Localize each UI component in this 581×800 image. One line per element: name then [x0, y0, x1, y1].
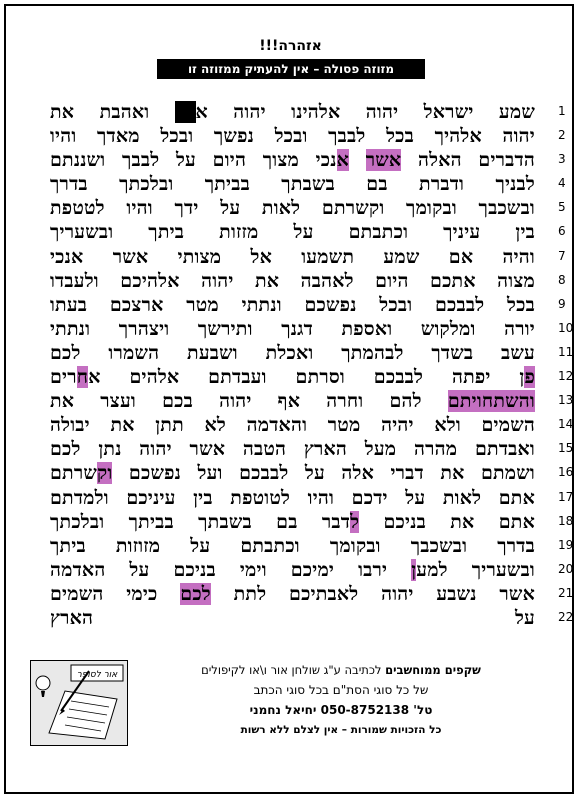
line-number: 9 [558, 296, 566, 311]
line-text [50, 486, 535, 510]
text-segment: בכל לבבכם ובכל נפשכם ונתתי מטר ארצכם בעתו [50, 293, 535, 316]
line-text [50, 510, 535, 534]
text-line [50, 461, 574, 485]
text-line [50, 317, 574, 341]
logo-text: אור לסופר [76, 670, 118, 680]
line-number: 5 [558, 200, 566, 215]
line-text [50, 100, 535, 124]
line-number: 16 [558, 465, 574, 480]
text-segment: נכי מצוך היום על לבבך ושננתם [50, 149, 337, 172]
text-segment: ובשכבך ובקומך וקשרתם לאות על ידך והיו לטטפת [50, 197, 535, 220]
line-number: 6 [558, 224, 566, 239]
line-text [50, 341, 535, 365]
line-text [50, 534, 535, 558]
text-line [50, 245, 566, 269]
text-segment: בדרך ובשכבך ובקומך וכתבתם על מזוזות ביתך [50, 534, 535, 557]
text-segment: ואהבת את [50, 101, 175, 123]
text-segment: אתם לאות על ידכם והיו לטוטפת בין עיניכם ולמדתם [50, 486, 535, 509]
line-number: 10 [558, 320, 574, 335]
footer-rights: כל הזכויות שמורות – אין לצלם ללא רשות [240, 724, 442, 736]
footer-line2: של כל סוגי הסת"ם בכל סוגי הכתב [253, 683, 429, 697]
line-text [50, 293, 535, 317]
line-number: 15 [558, 441, 574, 456]
line-text [50, 365, 535, 389]
text-line [50, 558, 574, 582]
footer-line1: לכתיבה ע"ג שולחן אור ו\או לקיפולים [201, 663, 386, 677]
line-number: 17 [558, 489, 574, 504]
text-segment [349, 149, 366, 171]
line-number: 22 [558, 609, 574, 624]
text-segment: כימי השמים [50, 582, 181, 605]
line-text [50, 269, 535, 293]
text-segment: ואבדתם מהרה מעל הארץ הטבה אשר יהוה נתן לכם [50, 438, 535, 461]
text-line [50, 341, 574, 365]
footer-info [131, 660, 551, 740]
text-segment: השמים ולא יהיה מטר והאדמה לא תתן את יבולה [50, 414, 535, 437]
text-segment: אשר נשבע יהוה לאבתיכם לתת [210, 582, 535, 605]
text-segment: יהוה אלהיך בכל לבבך ובכל נפשך ובכל מאדך והיו [50, 125, 535, 148]
text-line [50, 365, 574, 389]
error-highlight: פ [524, 366, 535, 389]
line-number: 4 [558, 176, 566, 191]
line-number: 14 [558, 417, 574, 432]
line-number: 3 [558, 152, 566, 167]
text-line [50, 293, 566, 317]
line-text [50, 389, 535, 413]
line-text [50, 606, 535, 630]
error-highlight: והשתחויתם [447, 390, 535, 413]
line-text [50, 437, 535, 461]
text-segment: אתם את בניכם [359, 510, 535, 533]
footer-line1-bold: שקפים ממוחשבים [385, 663, 481, 677]
error-highlight: ן [411, 558, 417, 581]
error-highlight: לכם [180, 582, 211, 605]
text-segment: לבניך ודברת בם בשבתך בביתך ובלכתך בדרך [50, 173, 535, 196]
error-highlight: חד [174, 101, 196, 123]
line-number: 18 [558, 513, 574, 528]
line-text [50, 461, 535, 485]
text-segment: עשב בשדך לבהמתך ואכלת ושבעת השמרו לכם [50, 341, 535, 364]
line-number: 11 [558, 344, 574, 359]
text-line [50, 100, 566, 124]
text-segment: הדברים האלה [401, 149, 535, 172]
text-segment: בין עיניך וכתבתם על מזזות ביתך ובשעריך [50, 221, 535, 244]
text-line [50, 220, 566, 244]
text-segment: ן יפתה לבבכם וסרתם ועבדתם אלהים א [88, 366, 525, 389]
text-line [50, 413, 574, 437]
footer-phone: טל' 050-8752138 יחיאל נחמני [249, 703, 433, 717]
line-number: 21 [558, 585, 574, 600]
text-segment: להם וחרה אף יהוה בכם ועצר את [50, 390, 448, 413]
line-text [50, 148, 535, 172]
error-highlight: ל [350, 510, 360, 533]
text-line [50, 606, 574, 630]
text-line [50, 124, 566, 148]
text-line [50, 389, 574, 413]
text-line [50, 269, 566, 293]
line-text [50, 124, 535, 148]
text-line [50, 510, 574, 534]
text-segment: שרתם [50, 462, 98, 485]
mezuzah-text [50, 100, 574, 630]
line-text [50, 558, 535, 582]
text-segment: יורה ומלקוש ואספת דגנך ותירשך ויצהרך ונתתי [50, 317, 535, 340]
text-line [50, 196, 566, 220]
text-line [50, 148, 566, 172]
error-highlight: וק [97, 462, 113, 485]
logo-illustration [31, 661, 127, 745]
line-text [50, 413, 535, 437]
line-number: 7 [558, 248, 566, 263]
line-number: 8 [558, 272, 566, 287]
line-text [50, 245, 535, 269]
text-segment: ובשעריך למע [416, 558, 535, 581]
text-segment: שמע ישראל יהוה אלהינו יהוה א [195, 101, 535, 123]
line-number: 20 [558, 561, 574, 576]
line-number: 2 [558, 128, 566, 143]
text-segment: והיה אם שמע תשמעו אל מצותי אשר אנכי [50, 245, 535, 268]
line-text [50, 196, 535, 220]
warning-bar: מזוזה פסולה – אין להעתיק ממזוזה זו [157, 59, 425, 79]
line-text [50, 220, 535, 244]
line-number: 19 [558, 537, 574, 552]
warning-title: אזהרה!!! [259, 38, 322, 54]
text-segment: ירבו ימיכם וימי בניכם על האדמה [50, 558, 412, 581]
text-line [50, 582, 574, 606]
line-text [50, 317, 535, 341]
text-line [50, 486, 574, 510]
line-text [50, 582, 535, 606]
text-line [50, 172, 566, 196]
line-number: 13 [558, 393, 574, 408]
text-line [50, 437, 574, 461]
text-segment: על הארץ [50, 606, 535, 629]
line-number: 12 [558, 369, 574, 384]
text-segment: ושמתם את דברי אלה על לבבכם ועל נפשכם [112, 462, 535, 485]
text-segment: מצוה אתכם היום לאהבה את יהוה אלהיכם ולעבדו [50, 269, 535, 292]
error-highlight: א [336, 149, 350, 172]
error-highlight: ח [76, 366, 89, 389]
text-segment: רים [50, 366, 77, 389]
text-line [50, 534, 574, 558]
line-number: 1 [558, 104, 566, 118]
error-highlight: אשר [365, 149, 402, 172]
logo [30, 660, 128, 746]
line-text [50, 172, 535, 196]
text-segment: דבר בם בשבתך בביתך ובלכתך [50, 510, 351, 533]
